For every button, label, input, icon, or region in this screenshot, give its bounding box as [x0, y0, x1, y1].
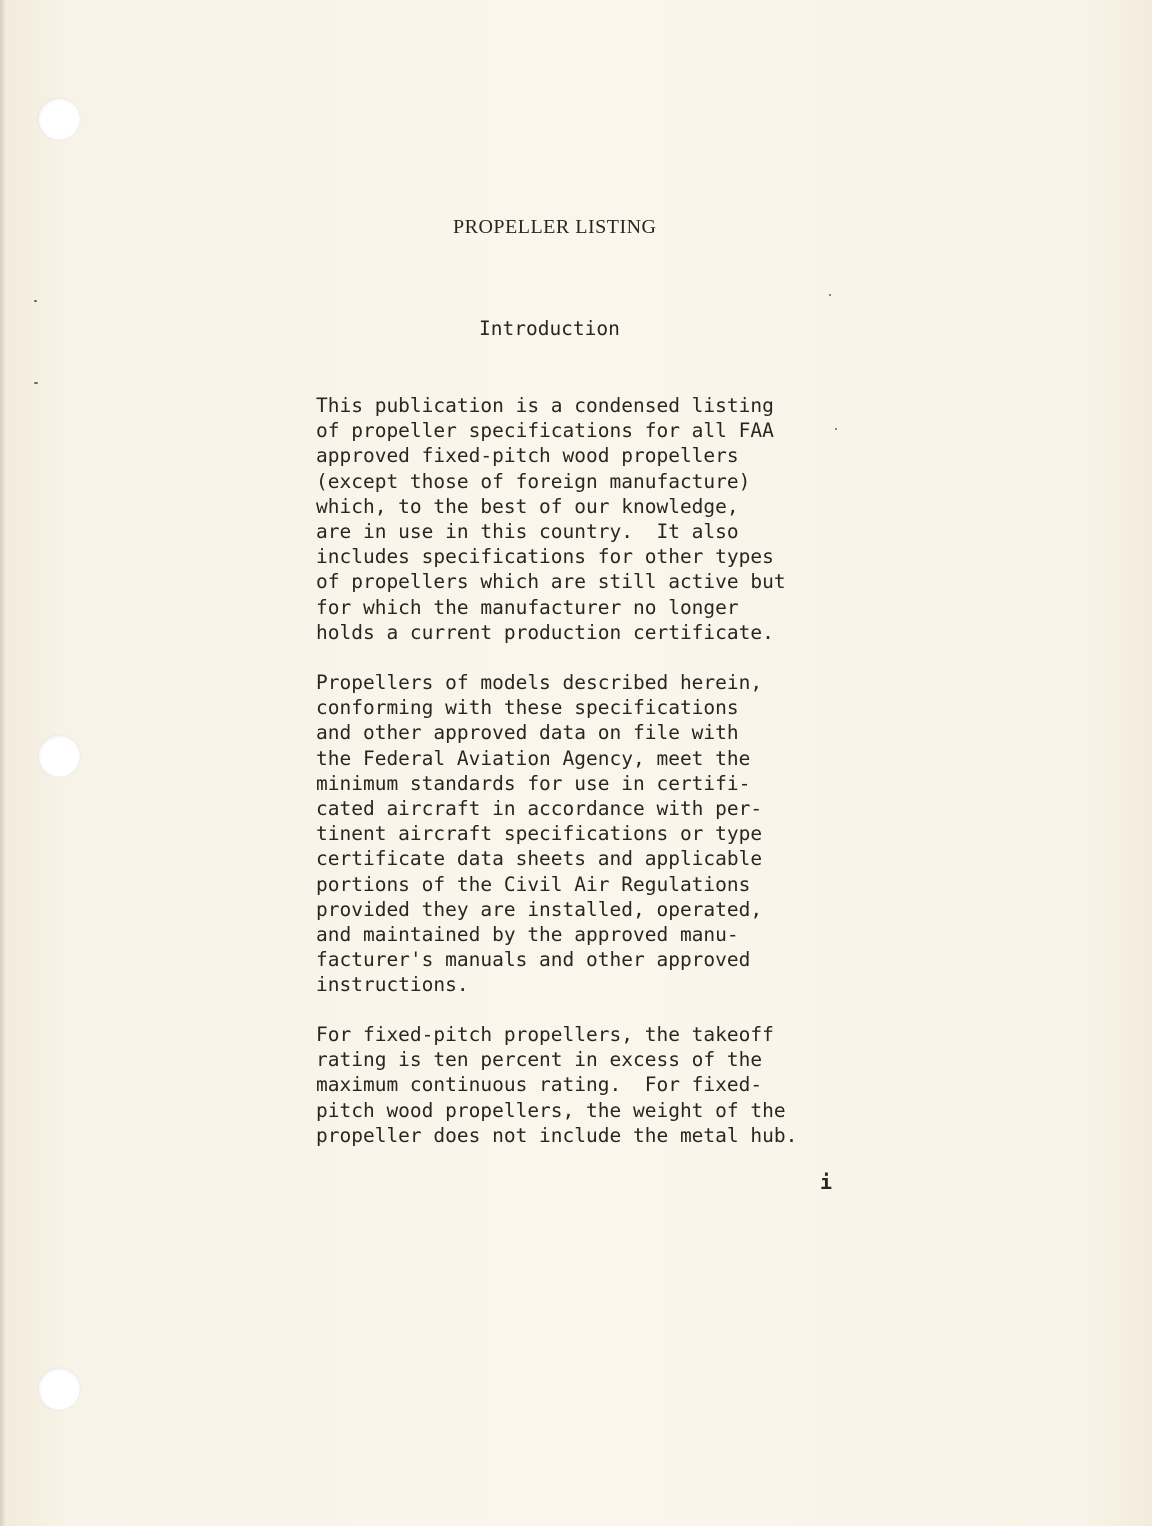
text-line: facturer's manuals and other approved	[316, 948, 751, 972]
text-line: and maintained by the approved manu-	[316, 923, 739, 947]
punch-hole-bottom	[38, 1368, 80, 1410]
page-edge-shadow	[0, 0, 6, 1526]
paragraph-1	[316, 393, 876, 645]
text-line: are in use in this country. It also	[316, 520, 739, 544]
paper-speck	[34, 300, 37, 302]
text-line: approved fixed-pitch wood propellers	[316, 444, 739, 468]
paragraph-2	[316, 670, 876, 998]
text-line: the Federal Aviation Agency, meet the	[316, 746, 751, 770]
text-line: and other approved data on file with	[316, 721, 739, 745]
page-title: PROPELLER LISTING	[453, 216, 657, 238]
text-line: of propeller specifications for all FAA	[316, 419, 774, 443]
text-line: minimum standards for use in certifi-	[316, 771, 751, 795]
text-line: (except those of foreign manufacture)	[316, 469, 751, 493]
punch-hole-middle	[38, 735, 80, 777]
text-line: portions of the Civil Air Regulations	[316, 872, 751, 896]
paper-speck	[34, 382, 38, 384]
text-line: holds a current production certificate.	[316, 620, 774, 644]
text-line: cated aircraft in accordance with per-	[316, 797, 763, 821]
punch-hole-top	[38, 98, 80, 140]
text-line: rating is ten percent in excess of the	[316, 1048, 763, 1072]
text-line: includes specifications for other types	[316, 545, 774, 569]
text-line: of propellers which are still active but	[316, 570, 786, 594]
text-line: maximum continuous rating. For fixed-	[316, 1073, 763, 1097]
text-line: Propellers of models described herein,	[316, 671, 763, 694]
section-heading: Introduction	[479, 317, 620, 340]
text-line: which, to the best of our knowledge,	[316, 494, 739, 518]
page-number: i	[820, 1170, 833, 1194]
text-line: propeller does not include the metal hub.	[316, 1123, 798, 1147]
text-line: For fixed-pitch propellers, the takeoff	[316, 1023, 774, 1046]
text-line: This publication is a condensed listing	[316, 394, 774, 417]
paper-speck	[829, 294, 831, 296]
text-line: pitch wood propellers, the weight of the	[316, 1098, 786, 1122]
text-line: certificate data sheets and applicable	[316, 847, 763, 871]
text-line: instructions.	[316, 973, 469, 997]
text-line: for which the manufacturer no longer	[316, 595, 739, 619]
text-line: tinent aircraft specifications or type	[316, 822, 763, 846]
text-line: provided they are installed, operated,	[316, 897, 763, 921]
paragraph-3	[316, 1022, 876, 1148]
text-line: conforming with these specifications	[316, 696, 739, 720]
